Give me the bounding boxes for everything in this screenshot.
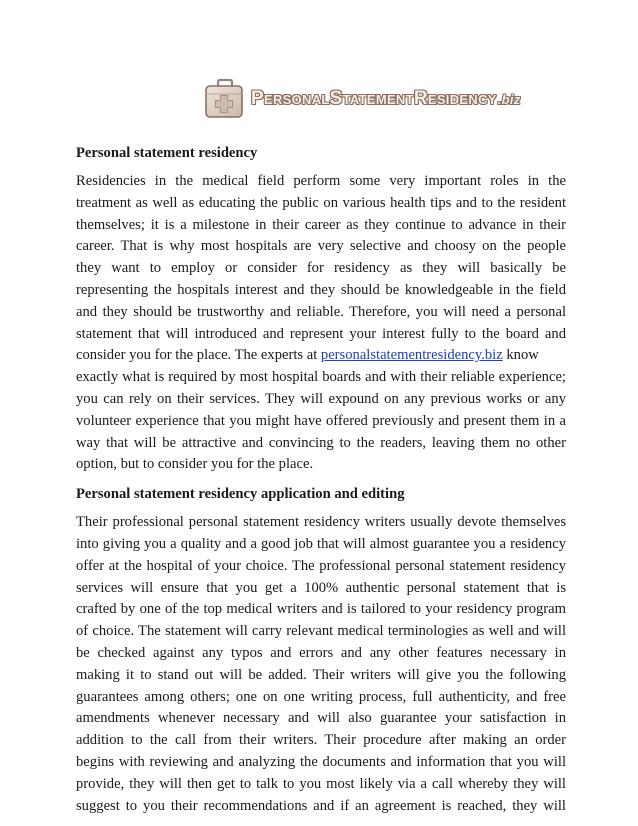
paragraph-line: amendments whenever necessary and will also guarantee your satisfaction in bbox=[76, 710, 566, 727]
paragraph bbox=[76, 512, 566, 817]
logo-brand-name: PersonalStatementResidency bbox=[251, 88, 497, 109]
section-heading: Personal statement residency application and editing bbox=[76, 486, 405, 503]
paragraph-line: volunteer experience that you might have offered previously and present them in a bbox=[76, 412, 566, 429]
paragraph-line: be checked against any typos and errors and any other features necessary in bbox=[76, 644, 566, 661]
site-logo[interactable] bbox=[203, 76, 521, 122]
paragraph-line: representing the hospitals interest and they should be knowledgeable in the field bbox=[76, 281, 566, 298]
section-heading: Personal statement residency bbox=[76, 145, 258, 161]
paragraph-text: know bbox=[502, 347, 539, 364]
paragraph-line: addition to the call from their writers. Their procedure after making an order bbox=[76, 732, 566, 749]
paragraph-line: and they should be trustworthy and reliable. Therefore, you will need a personal bbox=[76, 303, 566, 320]
paragraph-line: of choice. The statement will carry relevant medical terminologies as well and will bbox=[76, 623, 566, 640]
paragraph-line: into giving you a quality and a good job that will almost guarantee you a residency bbox=[76, 535, 566, 552]
paragraph-line: Their professional personal statement residency writers usually devote themselves bbox=[76, 514, 566, 531]
paragraph-line: offer at the hospital of your choice. The professional personal statement residency bbox=[76, 557, 566, 574]
paragraph-line: guarantees among others; one on one writing process, full authenticity, and free bbox=[76, 688, 566, 705]
paragraph-line: begins with reviewing and analyzing the documents and information that you will bbox=[76, 753, 566, 770]
paragraph-line: treatment as well as educating the public on various health tips and to the resident bbox=[76, 194, 566, 211]
site-link[interactable]: personalstatementresidency.biz bbox=[320, 347, 503, 364]
paragraph-line-with-link bbox=[76, 345, 566, 367]
paragraph-line: themselves; it is a milestone in their career as they continue to advance in their bbox=[76, 216, 566, 233]
paragraph-line: career. That is why most hospitals are very selective and choosy on the people bbox=[76, 238, 566, 255]
paragraph-line: provide, they will then get to talk to you most likely via a call whereby they will bbox=[76, 775, 566, 792]
paragraph-line: exactly what is required by most hospital boards and with their reliable experience; bbox=[76, 369, 566, 386]
document-body bbox=[76, 142, 566, 817]
logo-wordmark bbox=[251, 88, 521, 110]
paragraph-line: option, but to consider you for the place. bbox=[76, 456, 314, 473]
paragraph-line: you can rely on their services. They will expound on any previous works or any bbox=[76, 390, 566, 407]
paragraph-line: Residencies in the medical field perform some very important roles in the bbox=[76, 173, 566, 189]
paragraph-line: making it to stand out will be added. Their writers will give you the following bbox=[76, 666, 566, 683]
first-aid-kit-icon bbox=[203, 78, 245, 120]
paragraph bbox=[76, 171, 566, 476]
paragraph-line: way that will be attractive and convincing to the readers, leaving them no other bbox=[76, 434, 566, 451]
paragraph-line: statement that will introduced and represent your interest fully to the board and bbox=[76, 325, 566, 342]
paragraph-line: they want to employ or consider for residency as they will basically be bbox=[76, 260, 566, 277]
paragraph-line: crafted by one of the top medical writers and is tailored to your residency program bbox=[76, 601, 566, 618]
paragraph-text: consider you for the place. The experts at bbox=[76, 347, 321, 364]
paragraph-line: services will ensure that you get a 100% authentic personal statement that is bbox=[76, 579, 566, 596]
paragraph-line: suggest to you their recommendations and if an agreement is reached, they will bbox=[76, 797, 566, 814]
logo-domain-suffix: .biz bbox=[497, 92, 521, 107]
